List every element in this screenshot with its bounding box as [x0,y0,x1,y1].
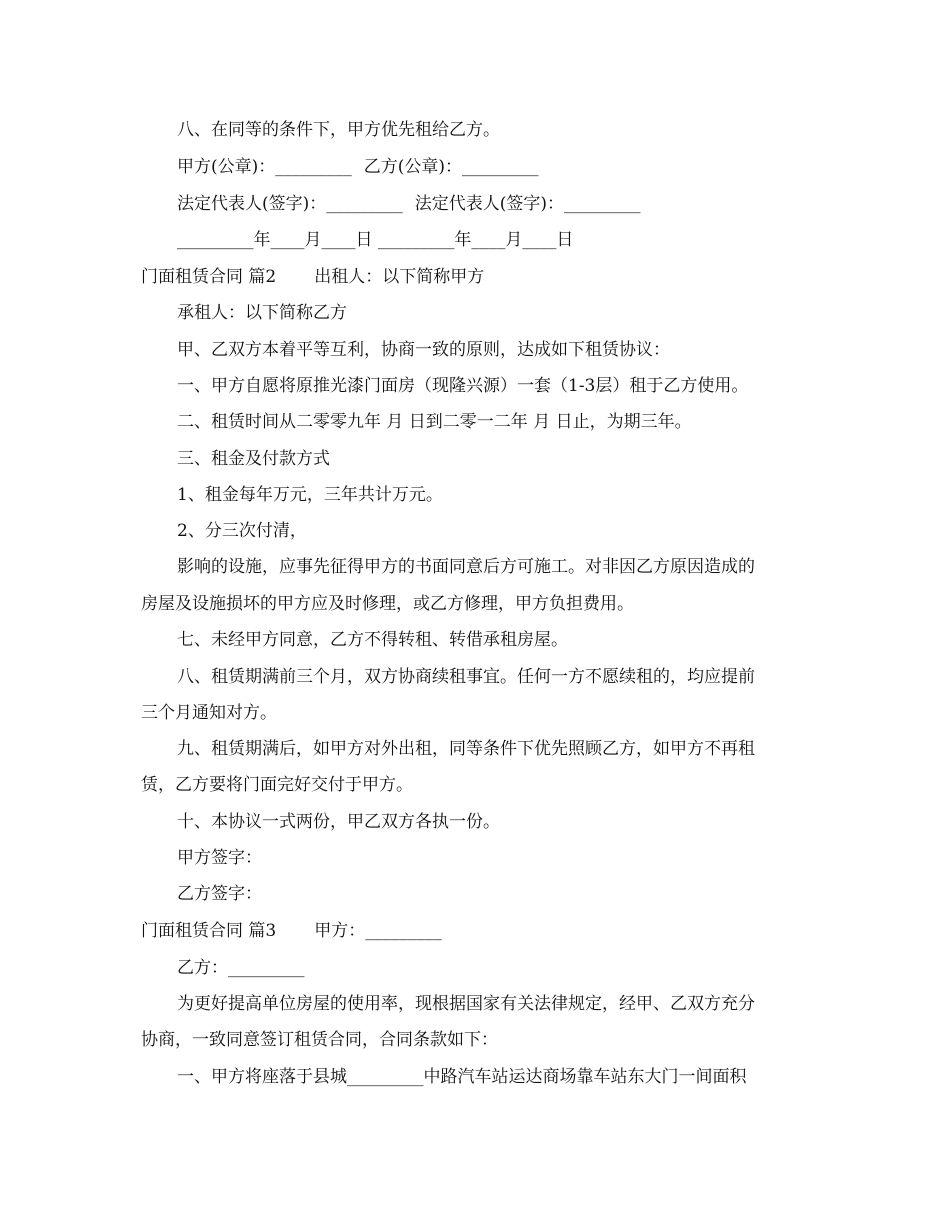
text-line: 房屋及设施损坏的甲方应及时修理，或乙方修理，甲方负担费用。 [141,594,634,614]
party-b-rep-signature-field: 法定代表人(签字)：_________ [414,194,641,214]
text-line: 1、租金每年万元，三年共计万元。 [177,485,443,505]
party-b-signature-label: 乙方签字： [177,884,262,904]
contract-title: 门面租赁合同 篇3 [141,921,277,941]
text-line: 为更好提高单位房屋的使用率，现根据国家有关法律规定，经甲、乙双方充分 [177,994,755,1014]
text-line: 2、分三次付清， [177,521,307,541]
contract-title: 门面租赁合同 篇2 [141,267,277,287]
text-line: 七、未经甲方同意，乙方不得转租、转借承租房屋。 [177,630,568,650]
text-line: 赁，乙方要将门面完好交付于甲方。 [141,775,413,795]
text-line: 八、租赁期满前三个月，双方协商续租事宜。任何一方不愿续租的，均应提前 [177,667,755,687]
text-line: 协商，一致同意签订租赁合同，合同条款如下： [141,1030,498,1050]
text-line [177,157,539,177]
party-b-seal-field: 乙方(公章)：_________ [363,157,539,177]
text-line: 十、本协议一式两份，甲乙双方各执一份。 [177,812,500,832]
party-a-rep-signature-field: 法定代表人(签字)：_________ [177,194,403,214]
text-line: 承租人：以下简称乙方 [177,303,347,323]
text-line: 九、租赁期满后，如甲方对外出租，同等条件下优先照顾乙方，如甲方不再租 [177,739,755,759]
text-line: 甲、乙双方本着平等互利，协商一致的原则，达成如下租赁协议： [177,340,670,360]
party-a-signature-label: 甲方签字： [177,848,262,868]
party-a-seal-field: 甲方(公章)：_________ [177,157,352,177]
text-line: 一、甲方将座落于县城_________中路汽车站运达商场靠车站东大门一间面积 [177,1067,747,1087]
text-line [177,194,641,214]
text-line: 二、租赁时间从二零零九年 月 日到二零一二年 月 日止，为期三年。 [177,412,692,432]
text-line: 三、租金及付款方式 [177,449,330,469]
date-line: _________年____月____日 _________年____月____日 [177,230,574,250]
text-line: 影响的设施，应事先征得甲方的书面同意后方可施工。对非因乙方原因造成的 [177,557,755,577]
text-line: 三个月通知对方。 [141,703,277,723]
section-heading: 门面租赁合同 篇3 甲方：_________ [141,921,442,941]
section-heading: 门面租赁合同 篇2 出租人：以下简称甲方 [141,267,485,287]
text-line: 乙方：_________ [177,958,305,978]
text-line: 八、在同等的条件下，甲方优先租给乙方。 [177,120,500,140]
text-line: 一、甲方自愿将原推光漆门面房（现隆兴源）一套（1-3层）租于乙方使用。 [177,376,749,396]
